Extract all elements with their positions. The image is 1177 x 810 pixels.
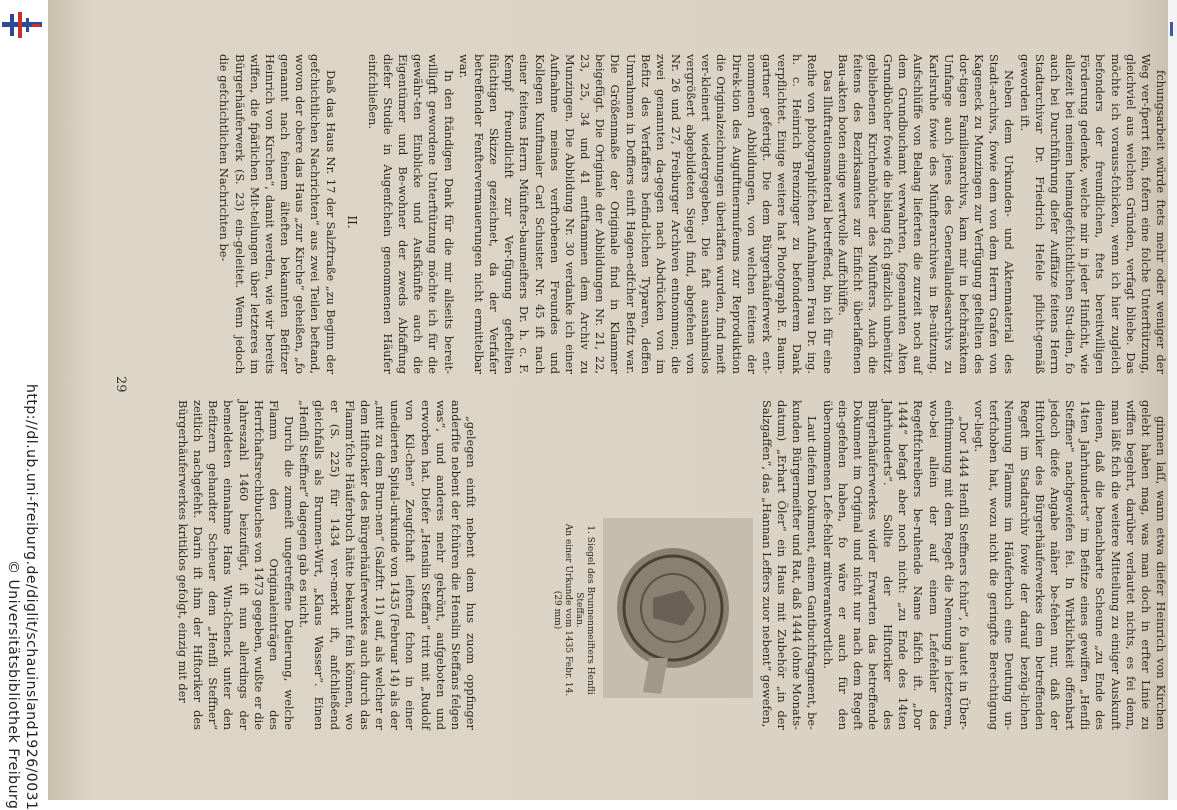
paragraph: fchungsarbeit würde ftets mehr oder weniger der Weg ver-fperrt fein, fofern eine folche Unterftützung, gleichviel aus welchen Gründen, verfagt bliebe. Das möchte ich vorauss-fchicken, wenn ich hier zugleich befonders der freundlichen, ftets bereitwilligen Förderung gedenke, welche mir in jeder Hinficht, wie allezeit bei meinen heimatgefchichtlichen Stu-dien, fo auch bei Durchführung diefer Auffätze feitens Herrn Stadtarchivar Dr. Friedrich Hefele pflicht-gemäß geworden ift. (1017, 54, 1168, 374)
viewer-edge (1168, 0, 1177, 800)
paragraph: Daß das Haus Nr. 17 der Salzftraße „zu Beginn der gefchichtlichen Nachrichten“ aus zwei Teilen beftand, wovon der obere das Haus „zur Kirche“ geheißen, „fo genannt nach feinem älteften bekannten Befitzer Heinrich von Kirchen“, damit werden, wie wir bereits wiffen, die fpärlichen Mit-teilungen über letzteres im Bürgerhäuferwerk (S. 23) ein-geleitet. Wenn jedoch die gefchichtlichen Nachrichten be- (217, 54, 338, 374)
paragraph: ginnen laſſ, wann etwa diefer Heinrich von Kirchen gelebt haben mag, was man doch in erfter Linie zu wiffen begehrt, darüber verlautet nichts, es fei denn, man läßt fich die weitere Mitteilung zu einiger Auskunft dienen, daß die benachbarte Scheune „zu Ende des 14ten Jahrhunderts“ im Befitze eines gewiffen „Henfli Steffner“ nachgewiefen fei. In Wirklichkeit offenbart jedoch diefe Angabe näher be-fehen nur, daß der Hiftoriker des Bürgerhäuferwerkes dem betreffenden Regeft im Stadtarchiv fowie der darauf bezüg-lichen Nennung Flamms im Häuferbuch eine Deutung un-terfchoben hat, wozu nicht die geringfte Berechtigung vor-liegt. (972, 400, 1168, 730)
paragraph: „Dor 1444 Henfli Steffners fchür“, fo lautet in Über-einftimmung mit dem Regeft die Nennung in letzterem, wo-bei allein der auf einem Lefefehler des Regeftfchreibers be-ruhende Name falfch ift. „Dor 1444“ befagt aber noch nicht: „zu Ende des 14ten Jahrhunderts“. Sollte der Hiftoriker des Bürgerhäuferwerkes wider Erwarten das betreffende Dokument im Original und nicht nur nach dem Regeft ein-gefehen haben, fo wäre er auch für den übernommenen Lefe-fehler mitverantwortlich. (820, 400, 971, 730)
caption-detail: An einer Urkunde vom 1435 Febr. 14. (29 mm) (552, 523, 573, 697)
text-column-1 (48, 54, 1168, 374)
paragraph: Laut diefem Dokument, einem Gantbuchfragment, be-kunden Bürgermeifter und Rat, daß 1444 (ohne Monats-datum) „Erhart Öler“ ein Haus mit Zubehör „in der Salzgaffen“, das „Hannan Leffers zuor nebent“ gewefen, (759, 400, 820, 730)
rotated-page-content (48, 0, 1168, 800)
paragraph: Das Illuftrationsmaterial betreffend, bin ich für eine Reihe von photographifchen Aufnahmen Frau Dr. ing. h. c. Heinrich Brenzinger zu befonderem Dank verpflichtet. Einige weitere hat Photograph E. Baum-gartner gefertigt. Die dem Bürgerhäuferwerk ent-nommenen Abbildungen, von welchen feitens der Direk-tion des Auguftinermufeums zur Reproduktion die Originalzeichnungen überlaffen wurden, find meift ver-kleinert wiedergegeben. Die faft ausnahmslos vergrößert abgebildeten Siegel find, abgefehen von Nr. 26 und 27, Freiburger Archiven entnommen; die zwei genannten da-gegen nach Abdrücken von im Befitz des Verfaffers befind-lichen Typaren, deffen Umrahmen in Doffiers einft Hagen-edfcher Befitz war. Die Größenmaße der Originale find in Klammer beigefügt. Die Originale der Abbildungen Nr. 21, 22, 23, 25, 34 und 41 entftammen dem Archiv zu Munzingen. Die Abbildung Nr. 30 verdanke ich einer Aufnahme meines verftorbenen Freundes und Kollegen Kunftmaler Carl Schuster. Nr. 45 ift nach einer feitens Herrn Münfter-baumeifters Dr. h. c. F. Kempf freundlichft zur Ver-fügung geftellten flüchtigen Skizze gezeichnet, da der Verfafer betreffender Fenftervermauerungen nicht ermittelbar war. (456, 54, 835, 374)
paragraph: Durch die zumeift ungetreffene Datierung, welche Flamm den Originaleinträgen des Herrfchaftsrechtbuches von 1473 gegeben, wußte er die Jahreszahl 1460 beizufügt, ift nun allerdings der bemeldeten einnahme Hans Win-ſchenck unter den Befitzern gehandter Scheuer dem „Henfli Steffner“ zeitlich nachgefeht. Darin ift ihm der Hiftoriker des Bürgerhäuferwerkes kritiklos gefolgt, einzig mit der (176, 400, 297, 730)
paragraph: Neben dem Urkunden- und Aktenmaterial des Stadt-archivs, fowie dem von dem Herrn Grafen von Kageneck zu Munzingen zur Verfügung geftellten des dor-tigen Familienarchivs, kam mir in befchränktem Umfange auch jenes des Generallandesarchivs zu Karlsruhe fowie des Münfterarchives in Be-nützung. Aufschlüffe von Belang lieferten die zurzeit noch auf dem Grundbuchamt verwahrten, fogenannten Alten Grundbücher fowie die bislang fich gänzlich unbenützt gebliebenen Kirchenbücher des Münfters. Auch die feitens des Bezirksamtes zur Einficht überlaffenen Bau-akten boten einige wertvolle Auffchlüffe. (835, 54, 1017, 374)
scanned-page (48, 0, 1168, 800)
text-column-3 (0, 400, 478, 730)
figure-block (503, 400, 763, 730)
copyright-notice: © Universitätsbibliothek Freiburg (5, 560, 21, 810)
paragraph: „gelegen einfit nebent dem hus zuom oppfinger anderfite nebent der fchüren die Henslin Steffans felgen was“, und anderes mehr gekrönt, aufgeboten und erworben hat. Diefer „Henslin Steffan“ tritt mit „Rudolf von Kil-chen“ Zeugfchaft leiftend fchon in einer unedierten Spital-urkunde von 1435 (Februar 14) als der „mitt zu dem Brun-nen“ (Salzftr. 11) auf, als welcher er dem Hiftoriker des Bürgerhäuferwerkes auch durch das Flamm'fche Häuferbuch hätte bekannt fein können, wo er (S. 225) für 1434 ver-merkt ift, anfchließend gleichfalls als Brunnen-Wirt, „Klaus Wasser“. Einen „Henfli Steffner“ dagegen gab es nicht. (297, 400, 478, 730)
seal-image (603, 518, 753, 698)
paragraph: In den ftändigen Dank für die mir allseits bereit-willigft gewordene Unterftützung möchte ich für die gewähr-ten Einblicke und Ausfkünfte auch die Eigentümer und Be-wohner der zweds Abfaffung diefer Studie in Augenfchein genommenen Häufer einfchließen. (365, 54, 456, 374)
section-heading: II. (344, 215, 359, 229)
caption-title: 1. Siegel des Brunnenmeifters Henfli Steffan. (574, 525, 595, 695)
page-number: 29 (113, 376, 128, 393)
figure-caption (551, 520, 595, 700)
edge-marker-icon (1170, 22, 1173, 36)
source-url[interactable]: http://dl.ub.uni-freiburg.de/diglit/schauinsland1926/0031 (23, 384, 39, 810)
